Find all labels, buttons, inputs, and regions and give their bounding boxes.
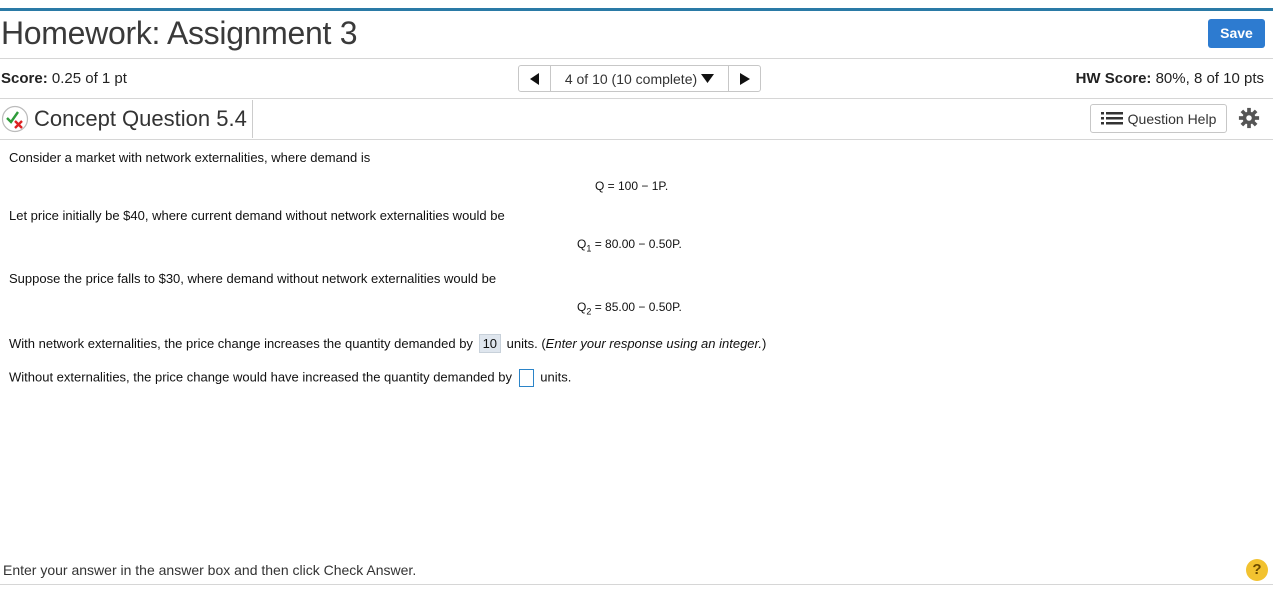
score-label: Score: bbox=[1, 70, 48, 87]
eq2-prefix: Q bbox=[577, 300, 587, 314]
part1-hint: Enter your response using an integer. bbox=[545, 336, 762, 351]
page-title: Homework: Assignment 3 bbox=[1, 15, 358, 51]
question-title: Concept Question 5.4 bbox=[34, 100, 253, 138]
question-help-button[interactable] bbox=[1090, 104, 1227, 133]
demand-equation-q2 bbox=[577, 300, 682, 316]
list-icon bbox=[1101, 111, 1123, 127]
part2-text: Without externalities, the price change would have increased the quantity demanded by bbox=[9, 369, 512, 385]
divider bbox=[0, 139, 1273, 140]
divider bbox=[0, 98, 1273, 99]
divider bbox=[0, 584, 1273, 585]
footer-instruction: Enter your answer in the answer box and then click Check Answer. bbox=[3, 562, 417, 578]
question-select-dropdown[interactable] bbox=[551, 65, 728, 92]
question-part-1 bbox=[9, 334, 766, 353]
part2-after-text: units. bbox=[540, 369, 572, 385]
partial-credit-icon bbox=[1, 105, 29, 133]
demand-equation-q1 bbox=[577, 237, 682, 253]
next-question-button[interactable] bbox=[728, 65, 761, 92]
eq1-subscript: 1 bbox=[586, 243, 592, 254]
part1-text: With network externalities, the price change increases the quantity demanded by bbox=[9, 336, 473, 351]
question-line-initial-price: Let price initially be $40, where current demand without network externalities would be bbox=[9, 208, 505, 223]
eq2-subscript: 2 bbox=[586, 306, 592, 317]
score-display bbox=[1, 70, 127, 87]
part1-after-text: units. ( bbox=[506, 336, 546, 351]
help-icon[interactable]: ? bbox=[1246, 559, 1268, 581]
eq1-prefix: Q bbox=[577, 237, 587, 251]
answer-box-1[interactable]: 10 bbox=[479, 334, 501, 353]
triangle-down-icon bbox=[701, 74, 714, 83]
question-header bbox=[0, 100, 253, 138]
divider bbox=[0, 58, 1273, 59]
answer-box-2[interactable] bbox=[519, 369, 534, 387]
pager-text: 4 of 10 (10 complete) bbox=[564, 70, 698, 87]
hw-score-value: 80%, 8 of 10 pts bbox=[1155, 70, 1264, 87]
question-part-2 bbox=[9, 369, 571, 387]
save-button[interactable]: Save bbox=[1208, 19, 1265, 48]
question-help-label: Question Help bbox=[1127, 110, 1217, 127]
question-intro: Consider a market with network externalities, where demand is bbox=[9, 150, 371, 165]
question-line-price-fall: Suppose the price falls to $30, where demand without network externalities would be bbox=[9, 271, 497, 286]
score-value: 0.25 of 1 pt bbox=[51, 70, 127, 87]
question-pager bbox=[518, 65, 761, 92]
demand-equation: Q = 100 − 1P. bbox=[595, 179, 669, 193]
hw-score-label: HW Score: bbox=[1075, 70, 1152, 87]
gear-icon[interactable] bbox=[1238, 107, 1260, 129]
triangle-right-icon bbox=[740, 73, 750, 85]
triangle-left-icon bbox=[530, 73, 540, 85]
top-accent-bar bbox=[0, 8, 1273, 11]
part1-close: ) bbox=[762, 336, 767, 351]
eq1-rest: = 80.00 − 0.50P. bbox=[591, 237, 682, 251]
previous-question-button[interactable] bbox=[518, 65, 551, 92]
hw-score-display bbox=[1076, 70, 1264, 87]
eq2-rest: = 85.00 − 0.50P. bbox=[591, 300, 682, 314]
